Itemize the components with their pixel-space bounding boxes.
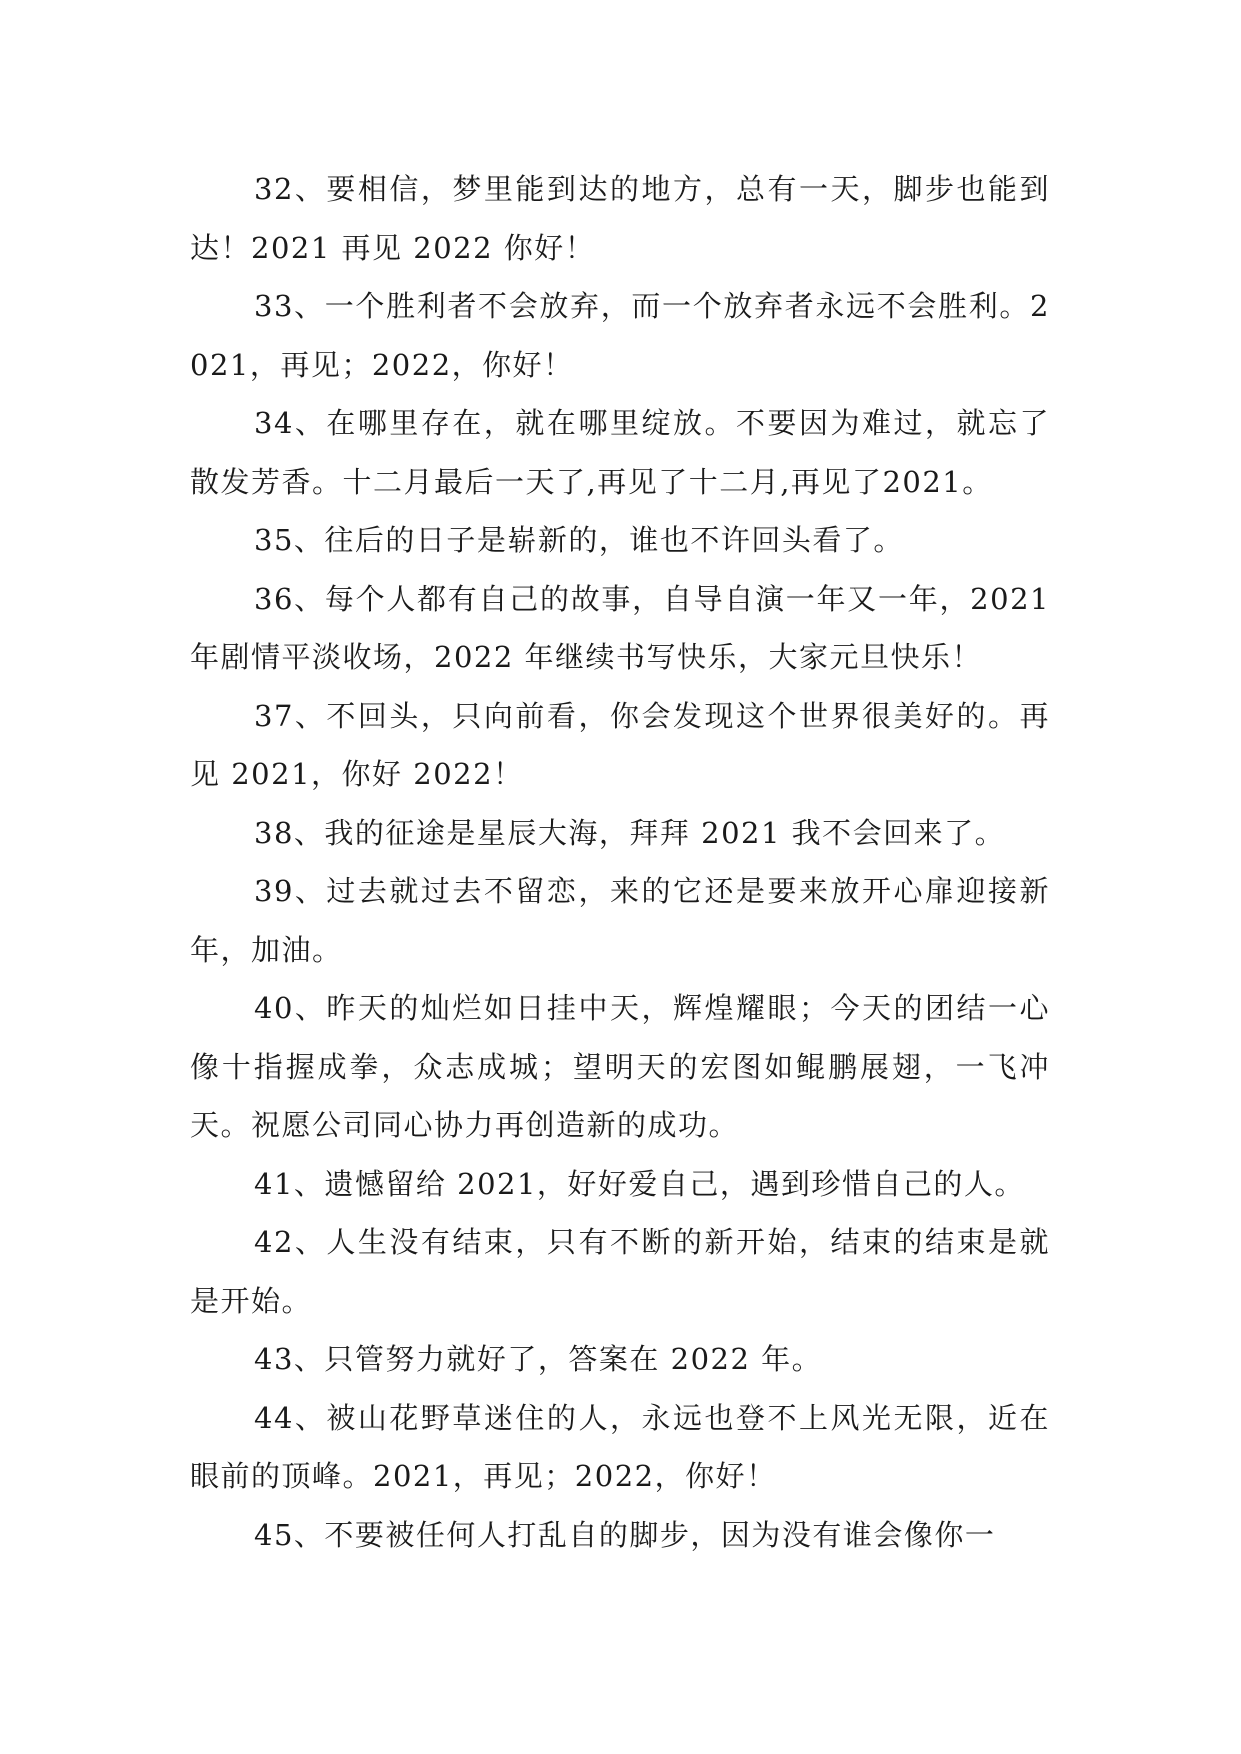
paragraph-44: 44、被山花野草迷住的人，永远也登不上风光无限，近在眼前的顶峰。2021，再见；2022，你好！ [190, 1400, 1050, 1493]
paragraph-41: 41、遗憾留给 2021，好好爱自己，遇到珍惜自己的人。 [254, 1166, 1025, 1201]
paragraph-42: 42、人生没有结束，只有不断的新开始，结束的结束是就是开始。 [190, 1225, 1050, 1318]
paragraph-32: 32、要相信，梦里能到达的地方，总有一天，脚步也能到达！2021 再见 2022 你好！ [190, 172, 1050, 265]
paragraph-37: 37、不回头，只向前看，你会发现这个世界很美好的。再见 2021，你好 2022！ [190, 698, 1050, 791]
paragraph-40: 40、昨天的灿烂如日挂中天，辉煌耀眼；今天的团结一心像十指握成拳，众志成城；望明天的宏图如鲲鹏展翅，一飞冲天。祝愿公司同心协力再创造新的成功。 [190, 991, 1050, 1142]
paragraph-33: 33、一个胜利者不会放弃，而一个放弃者永远不会胜利。2021，再见；2022，你好！ [190, 289, 1050, 382]
paragraph-38: 38、我的征途是星辰大海，拜拜 2021 我不会回来了。 [254, 815, 1006, 850]
paragraph-45: 45、不要被任何人打乱自的脚步，因为没有谁会像你一 [254, 1517, 996, 1552]
paragraph-34: 34、在哪里存在，就在哪里绽放。不要因为难过，就忘了散发芳香。十二月最后一天了,再见了十二月,再见了2021。 [190, 406, 1050, 499]
paragraph-39: 39、过去就过去不留恋，来的它还是要来放开心扉迎接新年，加油。 [190, 874, 1050, 967]
paragraph-43: 43、只管努力就好了，答案在 2022 年。 [254, 1342, 823, 1376]
document-body [190, 160, 1050, 1564]
paragraph-36: 36、每个人都有自己的故事，自导自演一年又一年，2021年剧情平淡收场，2022 年继续书写快乐，大家元旦快乐！ [190, 581, 1050, 674]
paragraph-35: 35、往后的日子是崭新的，谁也不许回头看了。 [254, 523, 904, 557]
